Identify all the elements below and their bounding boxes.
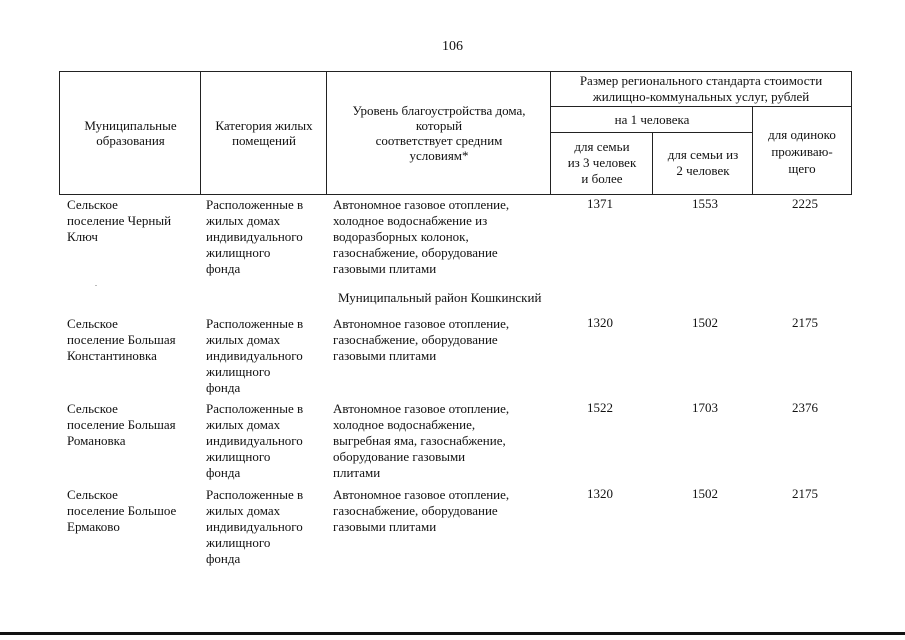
cell-municipality: Сельское поселение Большая Романовка xyxy=(67,401,176,448)
header-size-group: Размер регионального стандарта стоимости жилищно-коммунальных услуг, рублей xyxy=(550,71,852,107)
cell-single: 2376 xyxy=(792,400,818,415)
cell-family2: 1502 xyxy=(692,315,718,330)
cell-single: 2175 xyxy=(792,315,818,330)
cell-family3: 1371 xyxy=(587,196,613,211)
cell-single: 2225 xyxy=(792,196,818,211)
cell-level: Автономное газовое отопление, газоснабжение, оборудование газовыми плитами xyxy=(333,316,510,363)
header-category: Категория жилых помещений xyxy=(200,71,327,195)
header-single: для одиноко проживаю- щего xyxy=(752,106,852,195)
cell-category: Расположенные в жилых домах индивидуального жилищного фонда xyxy=(206,401,304,480)
cell-level: Автономное газовое отопление, газоснабжение, оборудование газовыми плитами xyxy=(333,487,510,534)
cell-level: Автономное газовое отопление, холодное водоснабжение, выгребная яма, газоснабжение, оборудование газовыми плитами xyxy=(333,401,510,480)
cell-category: Расположенные в жилых домах индивидуального жилищного фонда xyxy=(206,197,304,276)
cell-category: Расположенные в жилых домах индивидуального жилищного фонда xyxy=(206,316,304,395)
header-level: Уровень благоустройства дома, который соответствует средним условиям* xyxy=(326,71,551,195)
cell-municipality: Сельское поселение Большая Константиновка xyxy=(67,316,176,363)
cell-family2: 1703 xyxy=(692,400,718,415)
cell-level: Автономное газовое отопление, холодное водоснабжение из водоразборных колонок, газоснабжение, оборудование газовыми плитами xyxy=(333,197,510,276)
scan-speck xyxy=(95,285,97,286)
page-number: 106 xyxy=(442,39,463,54)
header-per-person: на 1 человека xyxy=(550,106,753,133)
cell-family3: 1320 xyxy=(587,315,613,330)
cell-municipality: Сельское поселение Большое Ермаково xyxy=(67,487,177,534)
cell-family3: 1320 xyxy=(587,486,613,501)
header-municipality: Муниципальные образования xyxy=(59,71,201,195)
district-heading: Муниципальный район Кошкинский xyxy=(338,290,542,305)
cell-category: Расположенные в жилых домах индивидуального жилищного фонда xyxy=(206,487,304,566)
header-family3: для семьи из 3 человек и более xyxy=(550,132,653,195)
cell-municipality: Сельское поселение Черный Ключ xyxy=(67,197,172,244)
cell-family2: 1502 xyxy=(692,486,718,501)
cell-family2: 1553 xyxy=(692,196,718,211)
cell-family3: 1522 xyxy=(587,400,613,415)
bottom-rule xyxy=(0,632,905,635)
cell-single: 2175 xyxy=(792,486,818,501)
header-family2: для семьи из 2 человек xyxy=(652,132,753,195)
